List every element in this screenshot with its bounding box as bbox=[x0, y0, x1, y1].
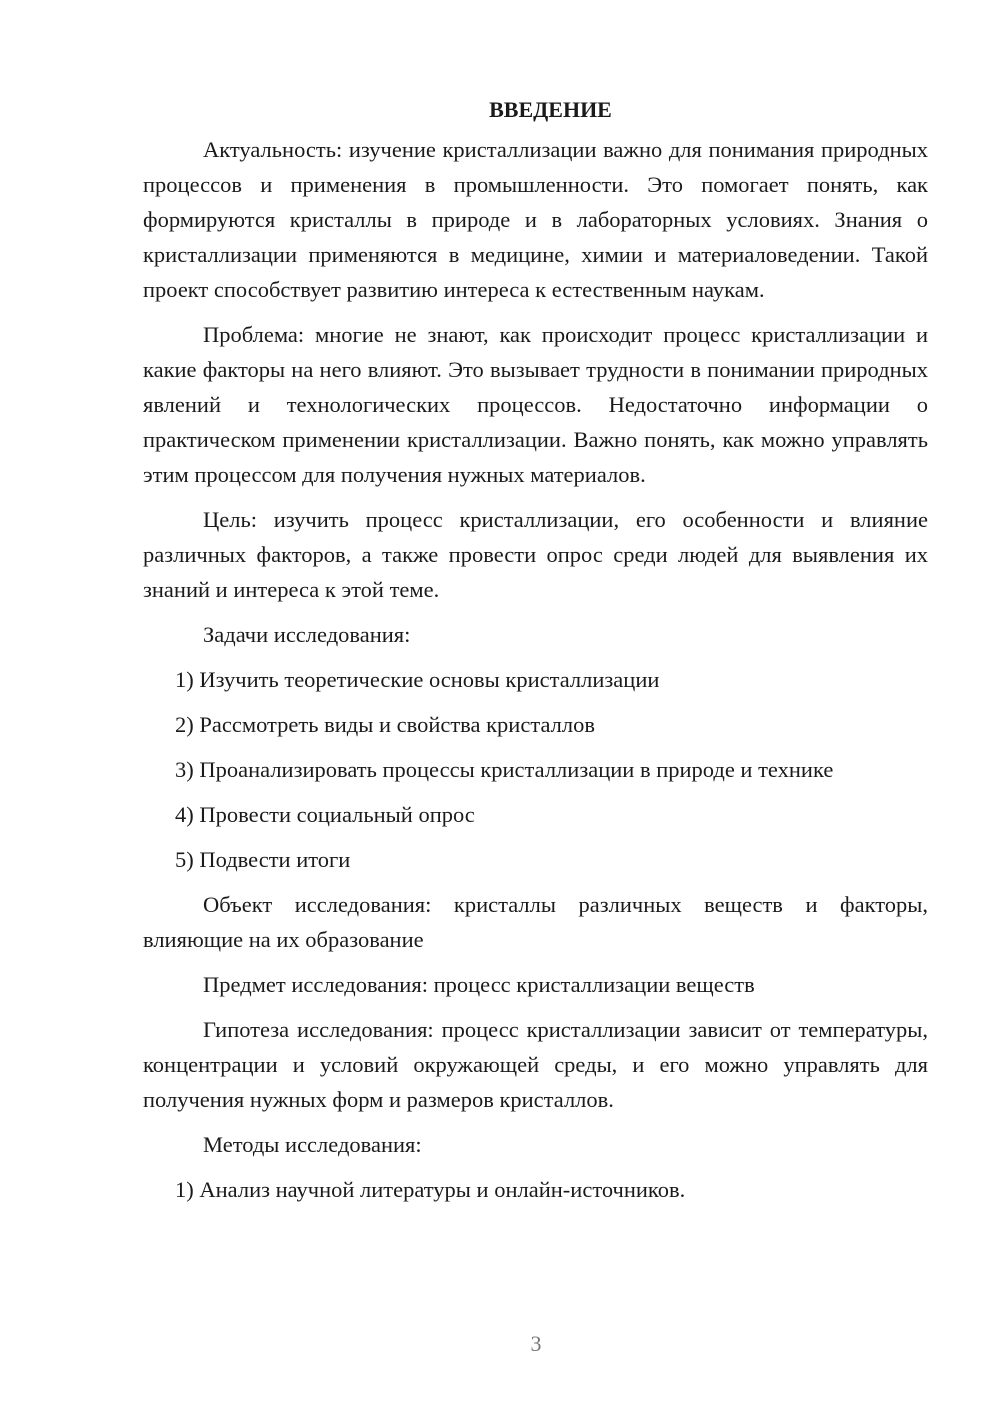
list-item: 3) Проанализировать процессы кристаллизации в природе и технике bbox=[175, 757, 834, 782]
methods-list bbox=[143, 1172, 928, 1207]
document-page bbox=[143, 92, 928, 1207]
tasks-list bbox=[143, 662, 928, 877]
tasks-heading: Задачи исследования: bbox=[203, 622, 411, 647]
problem-paragraph: Проблема: многие не знают, как происходит процесс кристаллизации и какие факторы на него влияют. Это вызывает трудности в понимании природных явлений и технологических процессов. Недостаточно информации о практическом применении кристаллизации. Важно понять, как можно управлять этим процессом для получения нужных материалов. bbox=[143, 322, 928, 487]
object-paragraph: Объект исследования: кристаллы различных веществ и факторы, влияющие на их образование bbox=[143, 892, 928, 952]
section-title: ВВЕДЕНИЕ bbox=[489, 97, 612, 122]
relevance-paragraph: Актуальность: изучение кристаллизации важно для понимания природных процессов и применения в промышленности. Это помогает понять, как формируются кристаллы в природе и в лабораторных условиях. Знания о кристаллизации применяются в медицине, химии и материаловедении. Такой проект способствует развитию интереса к естественным наукам. bbox=[143, 137, 928, 302]
goal-paragraph: Цель: изучить процесс кристаллизации, его особенности и влияние различных факторов, а также провести опрос среди людей для выявления их знаний и интереса к этой теме. bbox=[143, 507, 928, 602]
list-item: 1) Изучить теоретические основы кристаллизации bbox=[175, 667, 660, 692]
list-item: 1) Анализ научной литературы и онлайн-источников. bbox=[175, 1177, 686, 1202]
list-item: 4) Провести социальный опрос bbox=[175, 802, 475, 827]
methods-heading: Методы исследования: bbox=[203, 1132, 422, 1157]
list-item: 5) Подвести итоги bbox=[175, 847, 351, 872]
list-item: 2) Рассмотреть виды и свойства кристаллов bbox=[175, 712, 595, 737]
page-number: 3 bbox=[530, 1331, 542, 1356]
subject-paragraph: Предмет исследования: процесс кристаллизации веществ bbox=[203, 972, 755, 997]
hypothesis-paragraph: Гипотеза исследования: процесс кристаллизации зависит от температуры, концентрации и условий окружающей среды, и его можно управлять для получения нужных форм и размеров кристаллов. bbox=[143, 1017, 928, 1112]
